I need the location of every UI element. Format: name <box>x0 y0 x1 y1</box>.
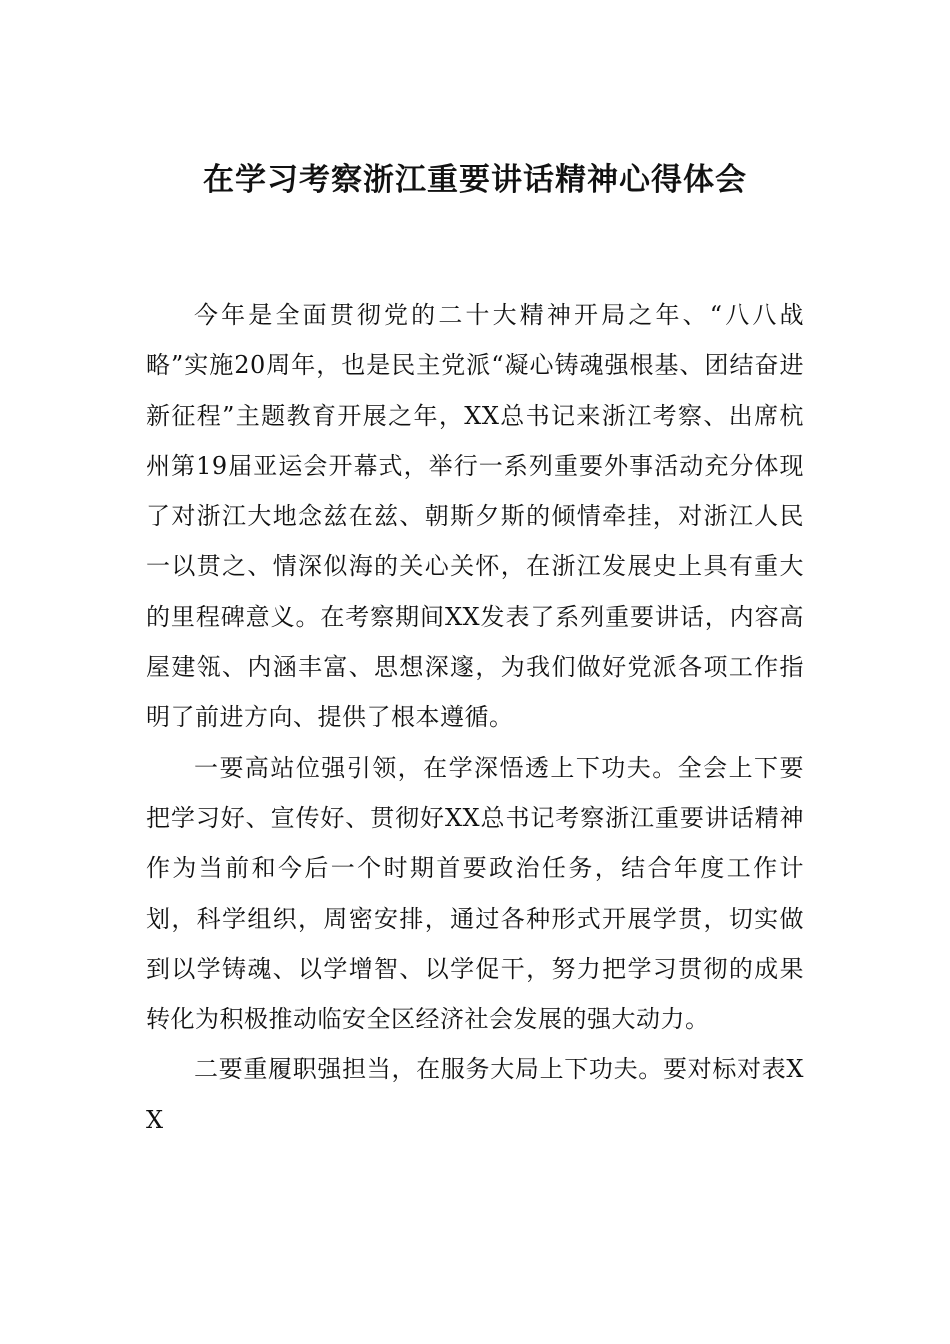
document-body <box>146 290 804 1145</box>
document-title: 在学习考察浙江重要讲话精神心得体会 <box>203 162 747 198</box>
paragraph-point-two: 二要重履职强担当，在服务大局上下功夫。要对标对表XX <box>146 1055 804 1134</box>
paragraph-point-one: 一要高站位强引领，在学深悟透上下功夫。全会上下要把学习好、宣传好、贯彻好XX总书记考察浙江重要讲话精神作为当前和今后一个时期首要政治任务，结合年度工作计划，科学组织，周密安排，通过各种形式开展学贯，切实做到以学铸魂、以学增智、以学促干，努力把学习贯彻的成果转化为积极推动临安全区经济社会发展的强大动力。 <box>146 753 804 1034</box>
paragraph-intro: 今年是全面贯彻党的二十大精神开局之年、“八八战略”实施20周年，也是民主党派“凝心铸魂强根基、团结奋进新征程”主题教育开展之年，XX总书记来浙江考察、出席杭州第19届亚运会开幕式，举行一系列重要外事活动充分体现了对浙江大地念兹在兹、朝斯夕斯的倾情牵挂，对浙江人民一以贯之、情深似海的关心关怀，在浙江发展史上具有重大的里程碑意义。在考察期间XX发表了系列重要讲话，内容高屋建瓴、内涵丰富、思想深邃，为我们做好党派各项工作指明了前进方向、提供了根本遵循。 <box>146 301 804 732</box>
